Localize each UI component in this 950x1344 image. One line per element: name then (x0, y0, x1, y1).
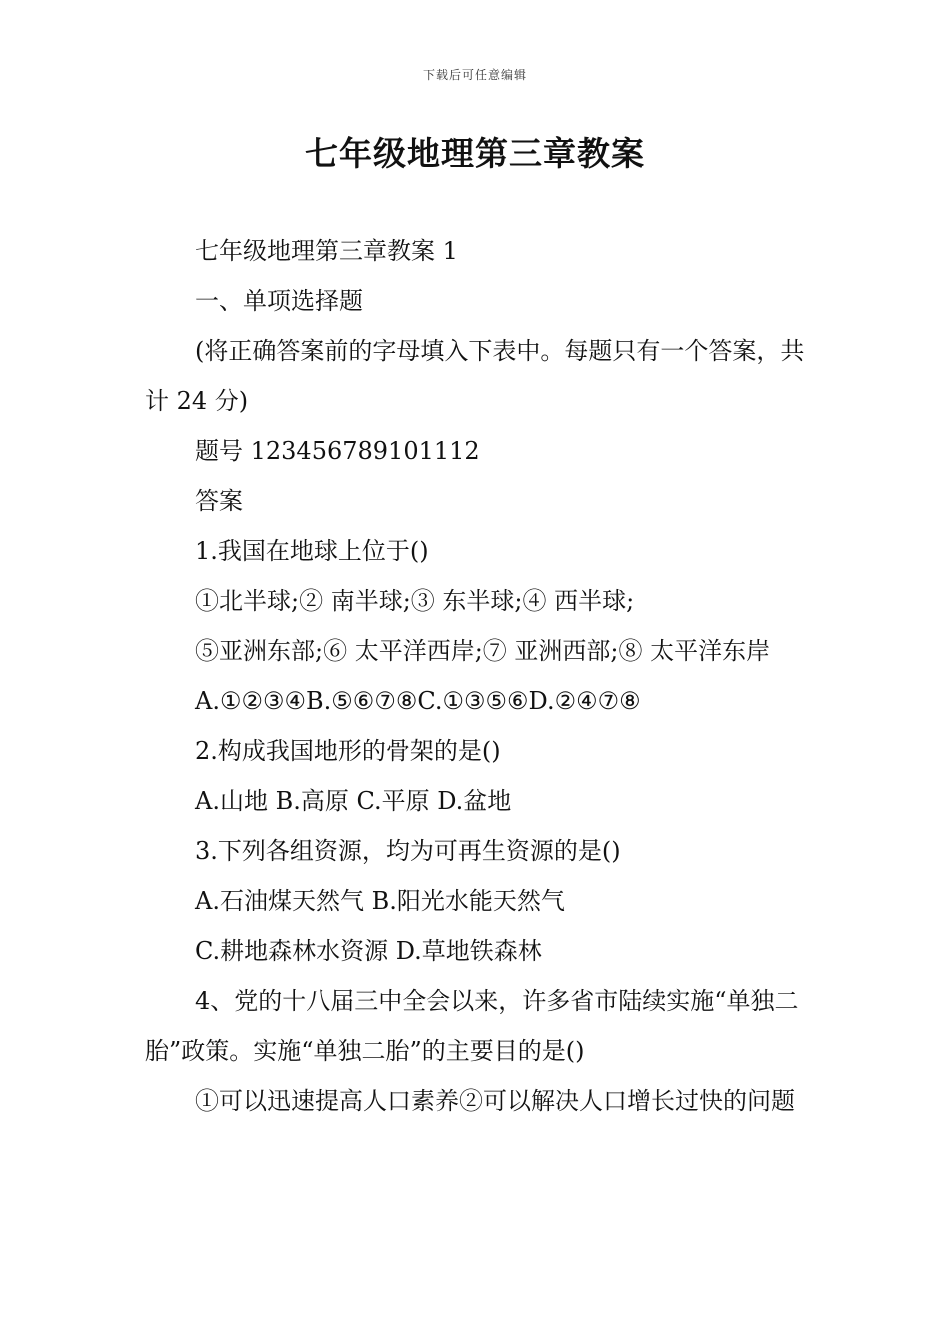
paragraph-question-1-items-a: ①北半球;② 南半球;③ 东半球;④ 西半球; (195, 587, 635, 615)
paragraph-answer-row: 答案 (195, 487, 243, 515)
paragraph-question-4: 4、党的十八届三中全会以来，许多省市陆续实施“单独二胎”政策。实施“单独二胎”的主要目的是() (145, 987, 799, 1065)
paragraph-instructions: (将正确答案前的字母填入下表中。每题只有一个答案，共计 24 分) (145, 337, 805, 415)
paragraph-question-numbers: 题号 123456789101112 (195, 437, 480, 465)
paragraph-question-3-options-cd: C.耕地森林水资源 D.草地铁森林 (195, 937, 542, 965)
paragraph-lesson-heading: 七年级地理第三章教案 1 (195, 237, 458, 265)
paragraph-question-3-options-ab: A.石油煤天然气 B.阳光水能天然气 (195, 887, 565, 915)
paragraph-question-4-items: ①可以迅速提高人口素养②可以解决人口增长过快的问题 (195, 1087, 795, 1115)
paragraph-section-heading: 一、单项选择题 (195, 287, 363, 315)
paragraph-question-1-options: A.①②③④B.⑤⑥⑦⑧C.①③⑤⑥D.②④⑦⑧ (195, 687, 641, 715)
paragraph-question-1: 1.我国在地球上位于() (195, 537, 429, 565)
header-note: 下载后可任意编辑 (422, 68, 527, 82)
document-body (145, 226, 810, 1126)
paragraph-question-2-options: A.山地 B.高原 C.平原 D.盆地 (195, 787, 512, 815)
paragraph-question-2: 2.构成我国地形的骨架的是() (195, 737, 501, 765)
paragraph-question-3: 3.下列各组资源，均为可再生资源的是() (195, 837, 621, 865)
document-title: 七年级地理第三章教案 (305, 134, 645, 173)
paragraph-question-1-items-b: ⑤亚洲东部;⑥ 太平洋西岸;⑦ 亚洲西部;⑧ 太平洋东岸 (195, 637, 771, 665)
